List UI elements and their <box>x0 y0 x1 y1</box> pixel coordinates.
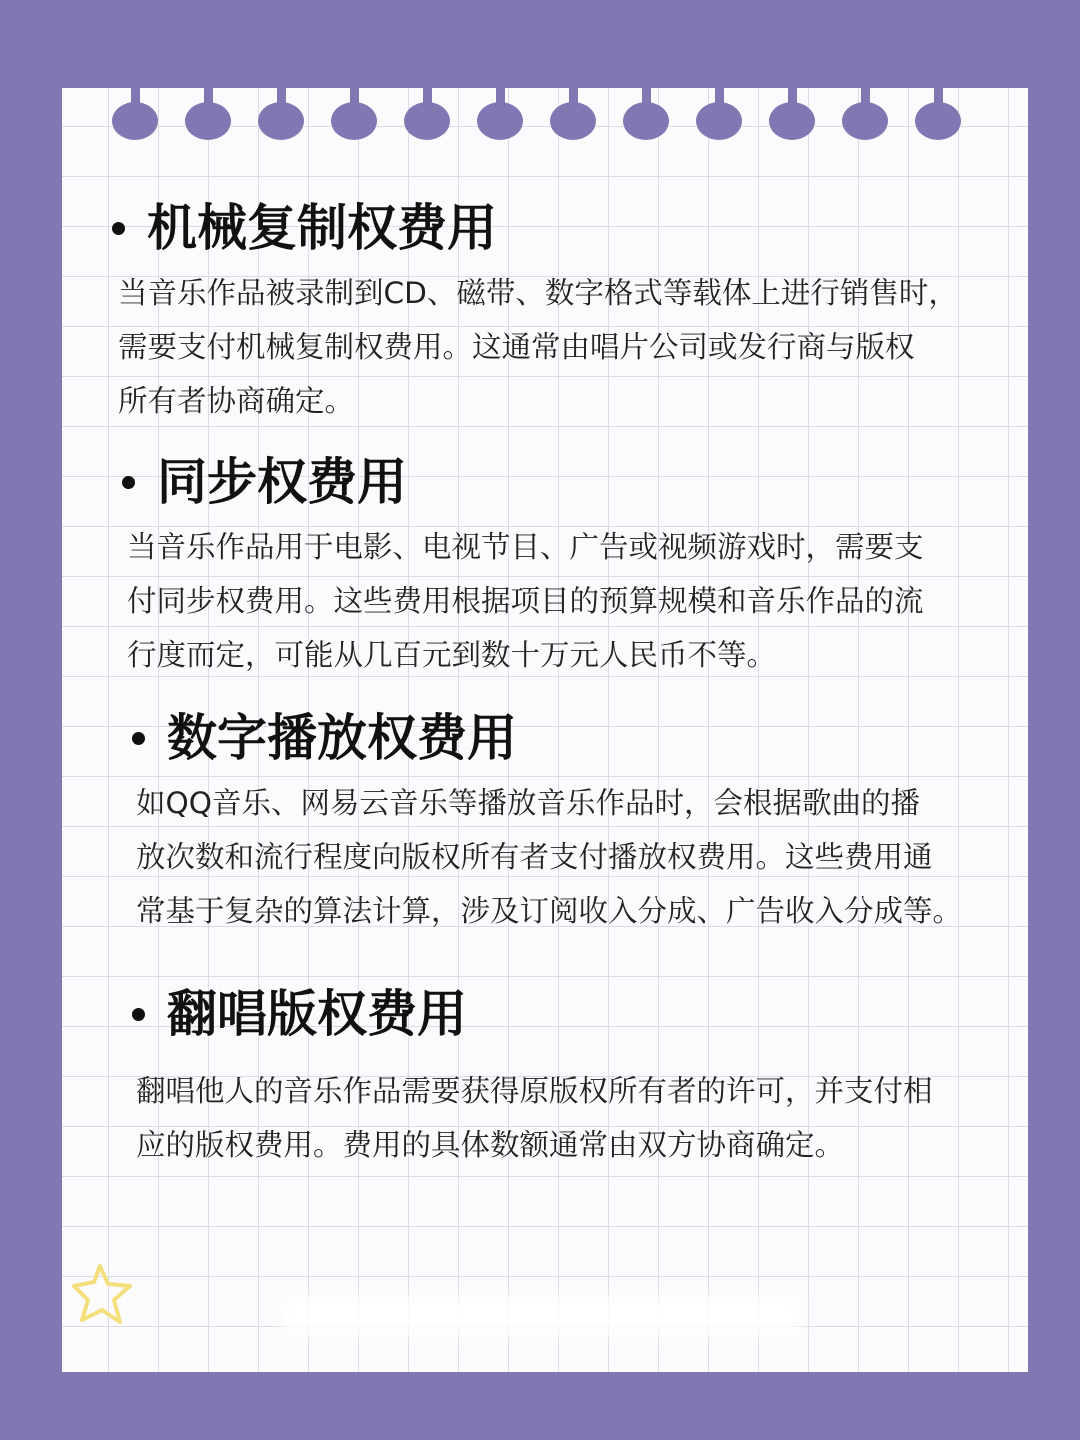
section-cover-rights <box>132 984 933 1172</box>
body-line: 翻唱他人的音乐作品需要获得原版权所有者的许可，并支付相 <box>136 1074 933 1108</box>
binder-ring <box>769 88 815 140</box>
bullet-icon <box>132 732 145 745</box>
section-title: 同步权费用 <box>157 453 407 511</box>
faded-area <box>282 1296 802 1336</box>
body-line: 付同步权费用。这些费用根据项目的预算规模和音乐作品的流 <box>127 584 924 618</box>
binder-ring <box>842 88 888 140</box>
body-line: 当音乐作品被录制到CD、磁带、数字格式等载体上进行销售时， <box>118 276 958 310</box>
binder-ring <box>258 88 304 140</box>
bullet-icon <box>132 1008 145 1021</box>
body-line: 当音乐作品用于电影、电视节目、广告或视频游戏时，需要支 <box>127 530 924 564</box>
bullet-icon <box>112 222 125 235</box>
binder-ring <box>623 88 669 140</box>
binder-ring <box>331 88 377 140</box>
body-line: 所有者协商确定。 <box>118 384 355 418</box>
section-mechanical-rights <box>112 198 958 428</box>
binder-ring <box>696 88 742 140</box>
notebook-paper <box>62 88 1028 1372</box>
binder-ring <box>404 88 450 140</box>
binder-rings <box>112 88 972 148</box>
body-line: 如QQ音乐、网易云音乐等播放音乐作品时，会根据歌曲的播 <box>136 786 920 820</box>
section-body <box>136 1064 933 1172</box>
body-line: 行度而定，可能从几百元到数十万元人民币不等。 <box>127 638 777 672</box>
binder-ring <box>185 88 231 140</box>
section-digital-playback-rights <box>132 708 962 938</box>
bullet-icon <box>122 476 135 489</box>
section-body <box>136 776 962 938</box>
section-title: 数字播放权费用 <box>167 709 517 767</box>
star-outline-icon <box>70 1260 140 1330</box>
binder-ring <box>550 88 596 140</box>
body-line: 常基于复杂的算法计算，涉及订阅收入分成、广告收入分成等。 <box>136 894 963 928</box>
section-body <box>118 266 958 428</box>
body-line: 放次数和流行程度向版权所有者支付播放权费用。这些费用通 <box>136 840 933 874</box>
binder-ring <box>915 88 961 140</box>
section-title: 翻唱版权费用 <box>167 985 467 1043</box>
body-line: 需要支付机械复制权费用。这通常由唱片公司或发行商与版权 <box>118 330 915 364</box>
section-title: 机械复制权费用 <box>147 199 497 257</box>
binder-ring <box>477 88 523 140</box>
binder-ring <box>112 88 158 140</box>
section-body <box>127 520 924 682</box>
body-line: 应的版权费用。费用的具体数额通常由双方协商确定。 <box>136 1128 845 1162</box>
section-sync-rights <box>122 452 924 682</box>
